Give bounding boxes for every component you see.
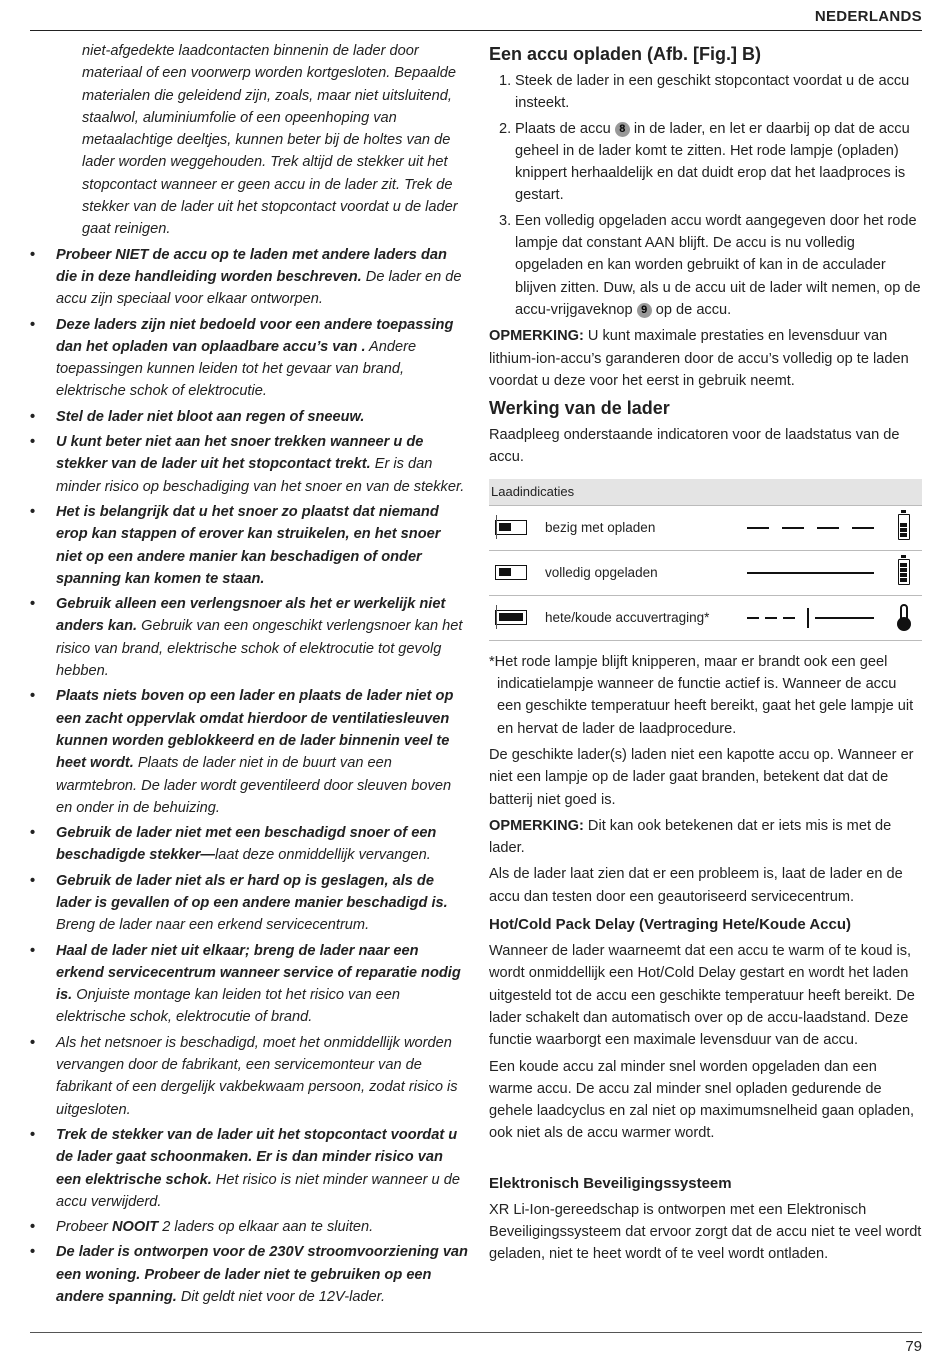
table-row: [489, 506, 922, 551]
right-column: [489, 40, 924, 1270]
pattern-line: [747, 572, 874, 574]
note-2: OPMERKING: Dit kan ook betekenen dat er iets mis is met de lader.: [489, 817, 892, 857]
battery-full-icon: [898, 559, 910, 585]
step-item: 1. Steek de lader in een geschikt stopcontact voordat u de accu insteekt.: [499, 73, 910, 112]
charging-steps: [489, 70, 924, 321]
row-label: volledig opgeladen: [545, 564, 658, 580]
pattern-dash: [765, 617, 777, 619]
list-item: • Stel de lader niet bloot aan regen of sneeuw.: [30, 406, 470, 428]
pattern-line: [815, 617, 874, 619]
pattern-dash: [852, 527, 874, 529]
list-item: • Gebruik alleen een verlengsnoer als het er werkelijk niet anders kan. Gebruik van een ongeschikt verlengsnoer kan het risico van brand, elektrische schok of elektrocutie tot gevolg hebben.: [30, 593, 470, 682]
table-row: [489, 596, 922, 641]
paragraph: Als de lader laat zien dat er een probleem is, laat de lader en de accu dan testen door een geautoriseerd servicecentrum.: [489, 866, 903, 905]
row-label: bezig met opladen: [545, 519, 656, 535]
bottom-rule: [30, 1332, 922, 1333]
led-steady-icon: [495, 565, 527, 580]
figure-ref-badge: 8: [615, 122, 630, 137]
led-dual-icon: [495, 610, 527, 625]
pattern-dash: [782, 527, 804, 529]
table-row: [489, 551, 922, 596]
page-number: 79: [905, 1338, 922, 1355]
paragraph: Wanneer de lader waarneemt dat een accu te warm of te koud is, wordt onmiddellijk een Hot/Cold Delay gestart en wordt het laden uitgesteld tot de accu een geschikte temperatuur heeft bereikt. De lader schakelt dan automatisch over op de accu-laadstand. Deze functie waarborgt een maximale levensduur van de accu.: [489, 943, 915, 1049]
pattern-dash: [817, 527, 839, 529]
pattern-dash: [747, 527, 769, 529]
step-item: 3. Een volledig opgeladen accu wordt aangegeven door het rode lampje dat constant AAN blijft. De accu is nu volledig opgeladen en kan worden gebruikt of kan in de acculader blijven zitten. Duw, als u de accu uit de lader wilt nemen, op de accu-vrijgaveknop 9 op de accu.: [499, 212, 921, 318]
step-item: 2. Plaats de accu 8 in de lader, en let er daarbij op dat de accu geheel in de lader komt te zitten. Het rode lampje (opladen) knippert herhaaldelijk en dat duidt erop dat het laadproces is gestart.: [499, 120, 910, 204]
list-item: • De lader is ontworpen voor de 230V stroomvoorziening van een woning. Probeer de lader niet te gebruiken op een andere spanning. Dit geldt niet voor de 12V-lader.: [30, 1241, 470, 1308]
pattern-divider: [807, 608, 809, 628]
language-header: NEDERLANDS: [814, 8, 922, 25]
paragraph: De geschikte lader(s) laden niet een kapotte accu op. Wanneer er niet een lampje op de lader gaat branden, betekent dat dat de batterij niet goed is.: [489, 746, 914, 808]
footnote: *Het rode lampje blijft knipperen, maar er brandt ook een geel indicatielampje wanneer de functie actief is. Wanneer de accu een geschikte temperatuur heeft bereikt, gaat het gele lampje uit en hervat de lader de laadprocedure.: [489, 653, 914, 737]
list-item: • Het is belangrijk dat u het snoer zo plaatst dat niemand erop kan stappen of erover kan struikelen, en het snoer niet op een andere manier kan beschadigen of onder spanning kan komen te staan.: [30, 501, 470, 590]
pattern-dash: [783, 617, 795, 619]
battery-charging-icon: [898, 514, 910, 540]
table-header: Laadindicaties: [489, 479, 922, 506]
list-item: • Gebruik de lader niet als er hard op is geslagen, als de lader is gevallen of op een andere manier beschadigd is. Breng de lader naar een erkend servicecentrum.: [30, 870, 470, 937]
charge-indicator-table: [489, 479, 922, 641]
list-item: • Probeer NOOIT 2 laders op elkaar aan te sluiten.: [30, 1216, 470, 1238]
list-item: • U kunt beter niet aan het snoer trekken wanneer u de stekker van de lader uit het stopcontact trekt. Er is dan minder risico op beschadiging van het snoer en van de stekker.: [30, 431, 470, 498]
figure-ref-badge: 9: [637, 303, 652, 318]
list-item: • Haal de lader niet uit elkaar; breng de lader naar een erkend servicecentrum wanneer service of reparatie nodig is. Onjuiste montage kan leiden tot het risico van een elektrische schok, elektrocutie of brand.: [30, 940, 470, 1029]
section-title-operation: Werking van de lader: [489, 398, 670, 419]
led-blinking-icon: [495, 520, 527, 535]
left-column: [30, 40, 470, 1308]
paragraph: XR Li-Ion-gereedschap is ontworpen met een Elektronisch Beveiligingssysteem dat ervoor zorgt dat de accu niet te veel wordt geladen, niet te heet wordt of te veel wordt ontladen.: [489, 1201, 922, 1263]
paragraph: Een koude accu zal minder snel worden opgeladen dan een warme accu. De accu zal minder snel opladen gedurende de gehele laadcyclus en zal niet op maximumsnelheid gaan opladen, ook niet als de accu warmer wordt.: [489, 1058, 915, 1142]
list-item: • Plaats niets boven op een lader en plaats de lader niet op een zacht oppervlak omdat hierdoor de ventilatiesleuven kunnen worden geblokkeerd en de lader binnenin veel te heet wordt. Plaats de lader niet in de buurt van een warmtebron. De lader wordt geventileerd door sleuven boven en onder in de behuizing.: [30, 685, 470, 819]
safety-list: [30, 244, 470, 1309]
section-title-charging: Een accu opladen (Afb. [Fig.] B): [489, 44, 762, 64]
pattern-dash: [747, 617, 759, 619]
list-item: • Als het netsnoer is beschadigd, moet het onmiddellijk worden vervangen door de fabrikant, een servicemonteur van de fabrikant of een dergelijk vakbekwaam persoon, zodat risico is uitgesloten.: [30, 1032, 470, 1121]
list-item: • Deze laders zijn niet bedoeld voor een andere toepassing dan het opladen van oplaadbare accu’s van . Andere toepassingen kunnen leiden tot het gevaar van brand, elektrische schok of elektrocutie.: [30, 314, 470, 403]
top-rule: [30, 30, 922, 31]
operation-intro: Raadpleeg onderstaande indicatoren voor de laadstatus van de accu.: [489, 427, 900, 466]
section-title-protection: Elektronisch Beveiligingssysteem: [489, 1174, 732, 1192]
thermometer-icon: [900, 604, 908, 624]
note-1: OPMERKING: U kunt maximale prestaties en levensduur van lithium-ion-accu’s garanderen door de accu’s volledig op te laden voordat u deze voor het eerst in gebruik neemt.: [489, 328, 909, 389]
section-title-hotcold: Hot/Cold Pack Delay (Vertraging Hete/Koude Accu): [489, 916, 852, 934]
list-item: • Probeer NIET de accu op te laden met andere laders dan die in deze handleiding worden beschreven. De lader en de accu zijn speciaal voor elkaar ontworpen.: [30, 244, 470, 311]
list-item: • Gebruik de lader niet met een beschadigd snoer of een beschadigde stekker—laat deze onmiddellijk vervangen.: [30, 822, 470, 867]
list-item: • Trek de stekker van de lader uit het stopcontact voordat u de lader gaat schoonmaken. Er is dan minder risico van een elektrische schok. Het risico is niet minder wanneer u de accu verwijderd.: [30, 1124, 470, 1213]
continued-paragraph: niet-afgedekte laadcontacten binnenin de lader door materiaal of een voorwerp worden kortgesloten. Bepaalde materialen die geleidend zijn, zoals, maar niet uitsluitend, staalwol, aluminiumfolie of een opeenhoping van metaalachtige deeltjes, kunnen beter bij de holtes van de lader worden weggehouden. Trek altijd de stekker uit het stopcontact wanneer er geen accu in de lader zit. Trek de stekker van de lader uit het stopcontact voordat u de lader gaat reinigen.: [82, 43, 458, 238]
row-label: hete/koude accuvertraging*: [545, 609, 710, 625]
